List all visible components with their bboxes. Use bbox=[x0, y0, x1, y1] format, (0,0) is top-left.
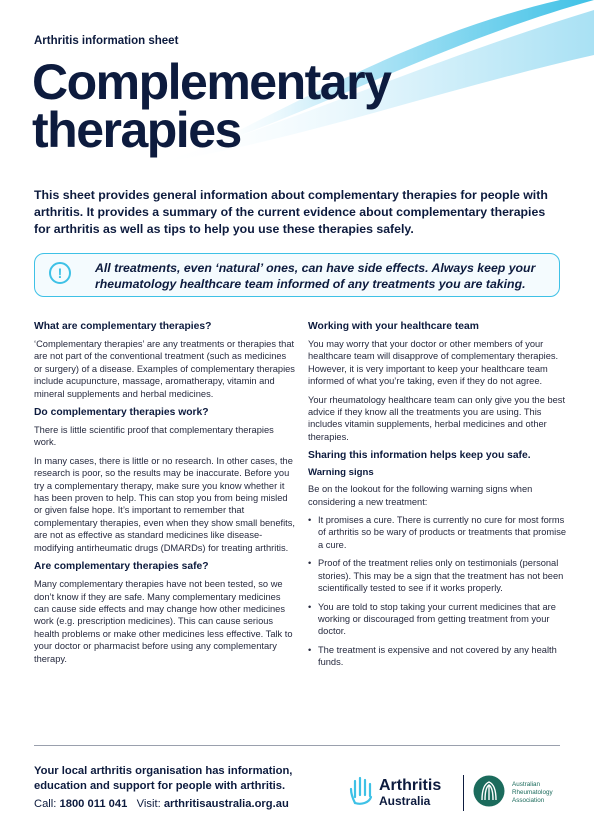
website-link[interactable]: arthritisaustralia.org.au bbox=[163, 798, 289, 810]
list-item-text: You are told to stop taking your current medicines that are working or discouraged from getting treatment from your doctor. bbox=[318, 601, 556, 637]
paragraph: Your rheumatology healthcare team can only give you the best advice if they know all the treatments you are using. This includes vitamin supplements, herbal medicines and other therapies. bbox=[308, 394, 566, 442]
bullet-icon: • bbox=[308, 601, 312, 612]
footer-divider bbox=[34, 745, 560, 746]
logo-separator bbox=[463, 775, 464, 811]
list-item-text: The treatment is expensive and not covered by any health funds. bbox=[318, 644, 557, 668]
list-item-text: Proof of the treatment relies only on testimonials (personal stories). This may be a sign that the treatment has not been scientifically tested to see if it works properly. bbox=[318, 558, 564, 594]
section-heading: Do complementary therapies work? bbox=[34, 407, 209, 419]
bullet-icon: • bbox=[308, 515, 312, 526]
list-item bbox=[308, 557, 570, 594]
ara-seal-icon bbox=[472, 774, 506, 808]
callout-text: All treatments, even ‘natural’ ones, can have side effects. Always keep your rheumatology healthcare team informed of any treatments you are taking. bbox=[95, 261, 536, 291]
logo-word-arthritis: Arthritis bbox=[379, 777, 442, 794]
paragraph: Many complementary therapies have not been tested, so we don’t know if they are safe. Many complementary medicines can cause side effects and may change how other medicines work (e.g. prescription medicines). This can cause serious health problems or make other medicines less effective. Talk to your doctor or pharmacist before using any complementary therapy. bbox=[34, 579, 293, 664]
section-heading: Sharing this information helps keep you safe. bbox=[308, 450, 531, 462]
page-title bbox=[32, 54, 391, 158]
exclamation-icon: ! bbox=[49, 262, 71, 284]
section-are-they-safe bbox=[34, 560, 296, 665]
visit-label: Visit: bbox=[136, 798, 161, 810]
call-label: Call: bbox=[34, 798, 57, 810]
paragraph: Be on the lookout for the following warning signs when considering a new treatment: bbox=[308, 484, 533, 507]
list-item-text: It promises a cure. There is currently no cure for most forms of arthritis so be wary of products or treatments that promise a cure. bbox=[318, 515, 567, 550]
arthritis-australia-logo bbox=[347, 773, 457, 813]
footer-contact bbox=[34, 798, 289, 810]
left-column bbox=[34, 320, 296, 671]
right-column bbox=[308, 320, 570, 675]
ara-logo bbox=[472, 772, 572, 812]
ara-text-line-1: Australian bbox=[512, 781, 541, 788]
warning-callout bbox=[34, 253, 560, 297]
paragraph: In many cases, there is little or no research. In other cases, the research is poor, so the results may be inaccurate. Before you try a complementary therapy, make sure you know whether it has been proven to help. This can stop you from being misled or given false hope. It’s important to remember that complementary therapies, even when they show small benefits, are not as effective as standard medicines like disease-modifying antirheumatic drugs (DMARDs) for treating arthritis. bbox=[34, 455, 295, 553]
paragraph: You may worry that your doctor or other members of your healthcare team will disapprove of complementary therapies. However, it is very important to keep your healthcare team informed of what you’re taking, even if they do not agree. bbox=[308, 339, 559, 387]
section-what-are bbox=[34, 320, 296, 400]
bullet-icon: • bbox=[308, 644, 312, 655]
paragraph: ‘Complementary therapies’ are any treatments or therapies that are not part of the conventional treatment (such as medicines or surgery) of a disease. Examples of complementary therapies include acupuncture, massage, aromatherapy, vitamin and mineral supplements and herbal medicines. bbox=[34, 339, 295, 399]
list-item bbox=[308, 644, 570, 669]
list-item bbox=[308, 514, 570, 551]
section-heading: Are complementary therapies safe? bbox=[34, 561, 209, 573]
section-keep-safe bbox=[308, 449, 570, 668]
hand-logo-icon bbox=[347, 775, 377, 807]
section-healthcare-team bbox=[308, 320, 570, 443]
phone-link[interactable]: 1800 011 041 bbox=[59, 798, 128, 810]
ara-text-line-3: Association bbox=[512, 797, 545, 804]
list-item bbox=[308, 601, 570, 638]
sheet-eyebrow: Arthritis information sheet bbox=[34, 35, 179, 47]
paragraph: There is little scientific proof that complementary therapies work. bbox=[34, 425, 274, 448]
subheading-warning-signs: Warning signs bbox=[308, 467, 374, 479]
bullet-icon: • bbox=[308, 558, 312, 569]
section-do-they-work bbox=[34, 406, 296, 554]
footer-message: Your local arthritis organisation has information, education and support for people with arthritis. bbox=[34, 765, 293, 792]
warning-signs-list bbox=[308, 514, 570, 668]
logo-word-australia: Australia bbox=[379, 794, 431, 808]
ara-text-line-2: Rheumatology bbox=[512, 789, 553, 796]
intro-paragraph: This sheet provides general information about complementary therapies for people with arthritis. It provides a summary of the current evidence about complementary therapies for arthritis as well as tips to help you use these therapies safely. bbox=[34, 188, 548, 236]
title-line-2: therapies bbox=[32, 102, 241, 158]
section-heading: What are complementary therapies? bbox=[34, 321, 212, 332]
section-heading: Working with your healthcare team bbox=[308, 321, 479, 332]
title-line-1: Complementary bbox=[32, 54, 391, 110]
